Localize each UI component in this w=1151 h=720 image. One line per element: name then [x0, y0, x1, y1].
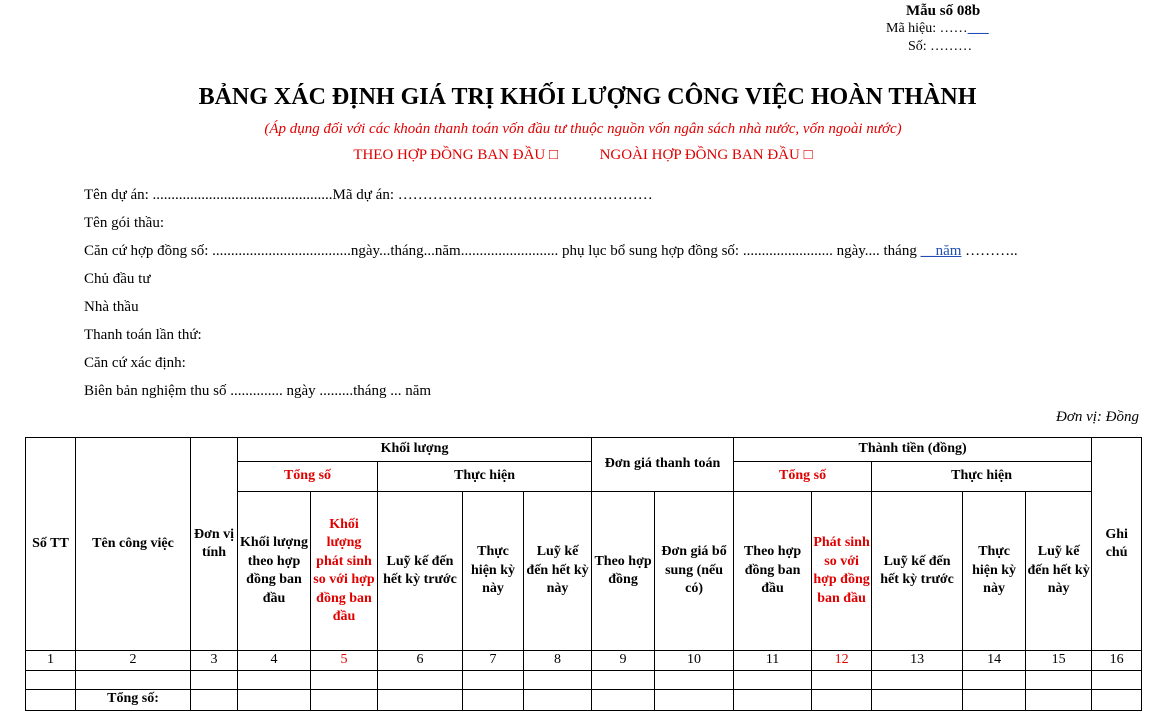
col-number: 5: [311, 651, 378, 671]
col-number: 9: [592, 651, 655, 671]
table-cell[interactable]: [524, 670, 592, 689]
basis-field: Căn cứ xác định:: [84, 355, 186, 371]
table-cell[interactable]: [963, 689, 1026, 710]
col-number: 12: [812, 651, 872, 671]
number-field: Số: ………: [908, 39, 973, 54]
contract-basis-field: Căn cứ hợp đồng số: .....................................ngày...tháng...năm.......................... phụ lục bổ sung hợp đồng số: ........................ ngày.... tháng __năm ………..: [84, 243, 1018, 259]
checkbox-icon: □: [803, 147, 813, 163]
col-header-volume-cum-prev: Luỹ kế đến hết kỳ trước: [378, 492, 463, 651]
table-row: [26, 670, 1142, 689]
col-number: 15: [1026, 651, 1092, 671]
group-header-unit-price: Đơn giá thanh toán: [592, 438, 734, 492]
table-cell: [26, 689, 76, 710]
package-name-field: Tên gói thầu:: [84, 215, 164, 231]
col-header-amount-cum-this: Luỹ kế đến hết kỳ này: [1026, 492, 1092, 651]
table-cell[interactable]: [463, 670, 524, 689]
col-number: 11: [734, 651, 812, 671]
column-number-row: [26, 651, 1142, 671]
table-cell[interactable]: [238, 689, 311, 710]
col-header-note: Ghi chú: [1092, 438, 1142, 651]
col-header-unit: Đơn vị tính: [191, 438, 238, 651]
currency-unit: Đơn vị: Đồng: [1056, 409, 1139, 425]
table-cell[interactable]: [1092, 670, 1142, 689]
table-cell[interactable]: [76, 670, 191, 689]
col-header-volume-this-period: Thực hiện kỳ này: [463, 492, 524, 651]
table-cell[interactable]: [238, 670, 311, 689]
col-header-stt: Số TT: [26, 438, 76, 651]
col-number: 4: [238, 651, 311, 671]
table-cell[interactable]: [872, 670, 963, 689]
table-cell[interactable]: [26, 670, 76, 689]
col-header-price-contract: Theo hợp đồng: [592, 492, 655, 651]
col-header-amount-this-period: Thực hiện kỳ này: [963, 492, 1026, 651]
contractor-field: Nhà thầu: [84, 299, 139, 315]
table-cell[interactable]: [311, 689, 378, 710]
checkbox-icon: □: [549, 147, 559, 163]
table-cell[interactable]: [734, 670, 812, 689]
table-cell[interactable]: [872, 689, 963, 710]
form-code: Mẫu số 08b: [906, 3, 981, 19]
col-number: 6: [378, 651, 463, 671]
table-cell[interactable]: [524, 689, 592, 710]
document-title: BẢNG XÁC ĐỊNH GIÁ TRỊ KHỐI LƯỢNG CÔNG VIỆC HOÀN THÀNH: [198, 84, 977, 110]
payment-number-field: Thanh toán lần thứ:: [84, 327, 202, 343]
code-field: [886, 21, 989, 37]
code-blank: ___: [967, 21, 989, 36]
col-header-volume-arising: Khối lượng phát sinh so với hợp đồng ban đầu: [311, 492, 378, 651]
project-line: [84, 187, 653, 204]
col-number: 3: [191, 651, 238, 671]
acceptance-record-field: Biên bản nghiệm thu số .............. ngày .........tháng ... năm: [84, 383, 432, 399]
col-number: 8: [524, 651, 592, 671]
group-header-amount: Thành tiền (đồng): [734, 438, 1092, 462]
volume-value-table: [25, 437, 1142, 711]
option-outside-contract[interactable]: NGOÀI HỢP ĐỒNG BAN ĐẦU □: [599, 147, 813, 163]
subheader-volume-done: Thực hiện: [378, 462, 592, 492]
document-subtitle: (Áp dụng đối với các khoản thanh toán vốn đầu tư thuộc nguồn vốn ngân sách nhà nước, vốn ngoài nước): [264, 121, 902, 137]
col-header-amount-arising: Phát sinh so với hợp đồng ban đầu: [812, 492, 872, 651]
col-number: 1: [26, 651, 76, 671]
col-header-volume-contract: Khối lượng theo hợp đồng ban đầu: [238, 492, 311, 651]
subheader-amount-done: Thực hiện: [872, 462, 1092, 492]
col-header-volume-cum-this: Luỹ kế đến hết kỳ này: [524, 492, 592, 651]
col-number: 2: [76, 651, 191, 671]
table-cell[interactable]: [378, 689, 463, 710]
table-cell[interactable]: [378, 670, 463, 689]
col-header-price-extra: Đơn giá bổ sung (nếu có): [655, 492, 734, 651]
table-cell[interactable]: [812, 670, 872, 689]
table-cell[interactable]: [1092, 689, 1142, 710]
table-cell[interactable]: [191, 670, 238, 689]
contract-options: [0, 147, 1151, 164]
table-cell[interactable]: [463, 689, 524, 710]
table-cell[interactable]: [592, 689, 655, 710]
option-original-contract[interactable]: THEO HỢP ĐỒNG BAN ĐẦU □: [353, 147, 559, 163]
total-row: [26, 689, 1142, 710]
table-cell[interactable]: [963, 670, 1026, 689]
col-header-amount-contract: Theo hợp đồng ban đầu: [734, 492, 812, 651]
col-number: 7: [463, 651, 524, 671]
group-header-volume: Khối lượng: [238, 438, 592, 462]
investor-field: Chủ đầu tư: [84, 271, 151, 287]
total-label: Tổng số:: [76, 689, 191, 710]
col-number: 10: [655, 651, 734, 671]
col-header-amount-cum-prev: Luỹ kế đến hết kỳ trước: [872, 492, 963, 651]
table-cell[interactable]: [1026, 689, 1092, 710]
project-code-field: Mã dự án: ……………………………………………: [332, 187, 653, 203]
table-cell[interactable]: [812, 689, 872, 710]
col-number: 13: [872, 651, 963, 671]
col-number: 16: [1092, 651, 1142, 671]
table-cell[interactable]: [191, 689, 238, 710]
col-number: 14: [963, 651, 1026, 671]
project-name-field: Tên dự án: ................................................: [84, 187, 333, 203]
table-cell[interactable]: [592, 670, 655, 689]
subheader-volume-total: Tổng số: [238, 462, 378, 492]
table-cell[interactable]: [1026, 670, 1092, 689]
table-cell[interactable]: [311, 670, 378, 689]
table-cell[interactable]: [655, 670, 734, 689]
table-cell[interactable]: [655, 689, 734, 710]
subheader-amount-total: Tổng số: [734, 462, 872, 492]
table-cell[interactable]: [734, 689, 812, 710]
col-header-task-name: Tên công việc: [76, 438, 191, 651]
code-label: Mã hiệu: ……: [886, 21, 968, 36]
